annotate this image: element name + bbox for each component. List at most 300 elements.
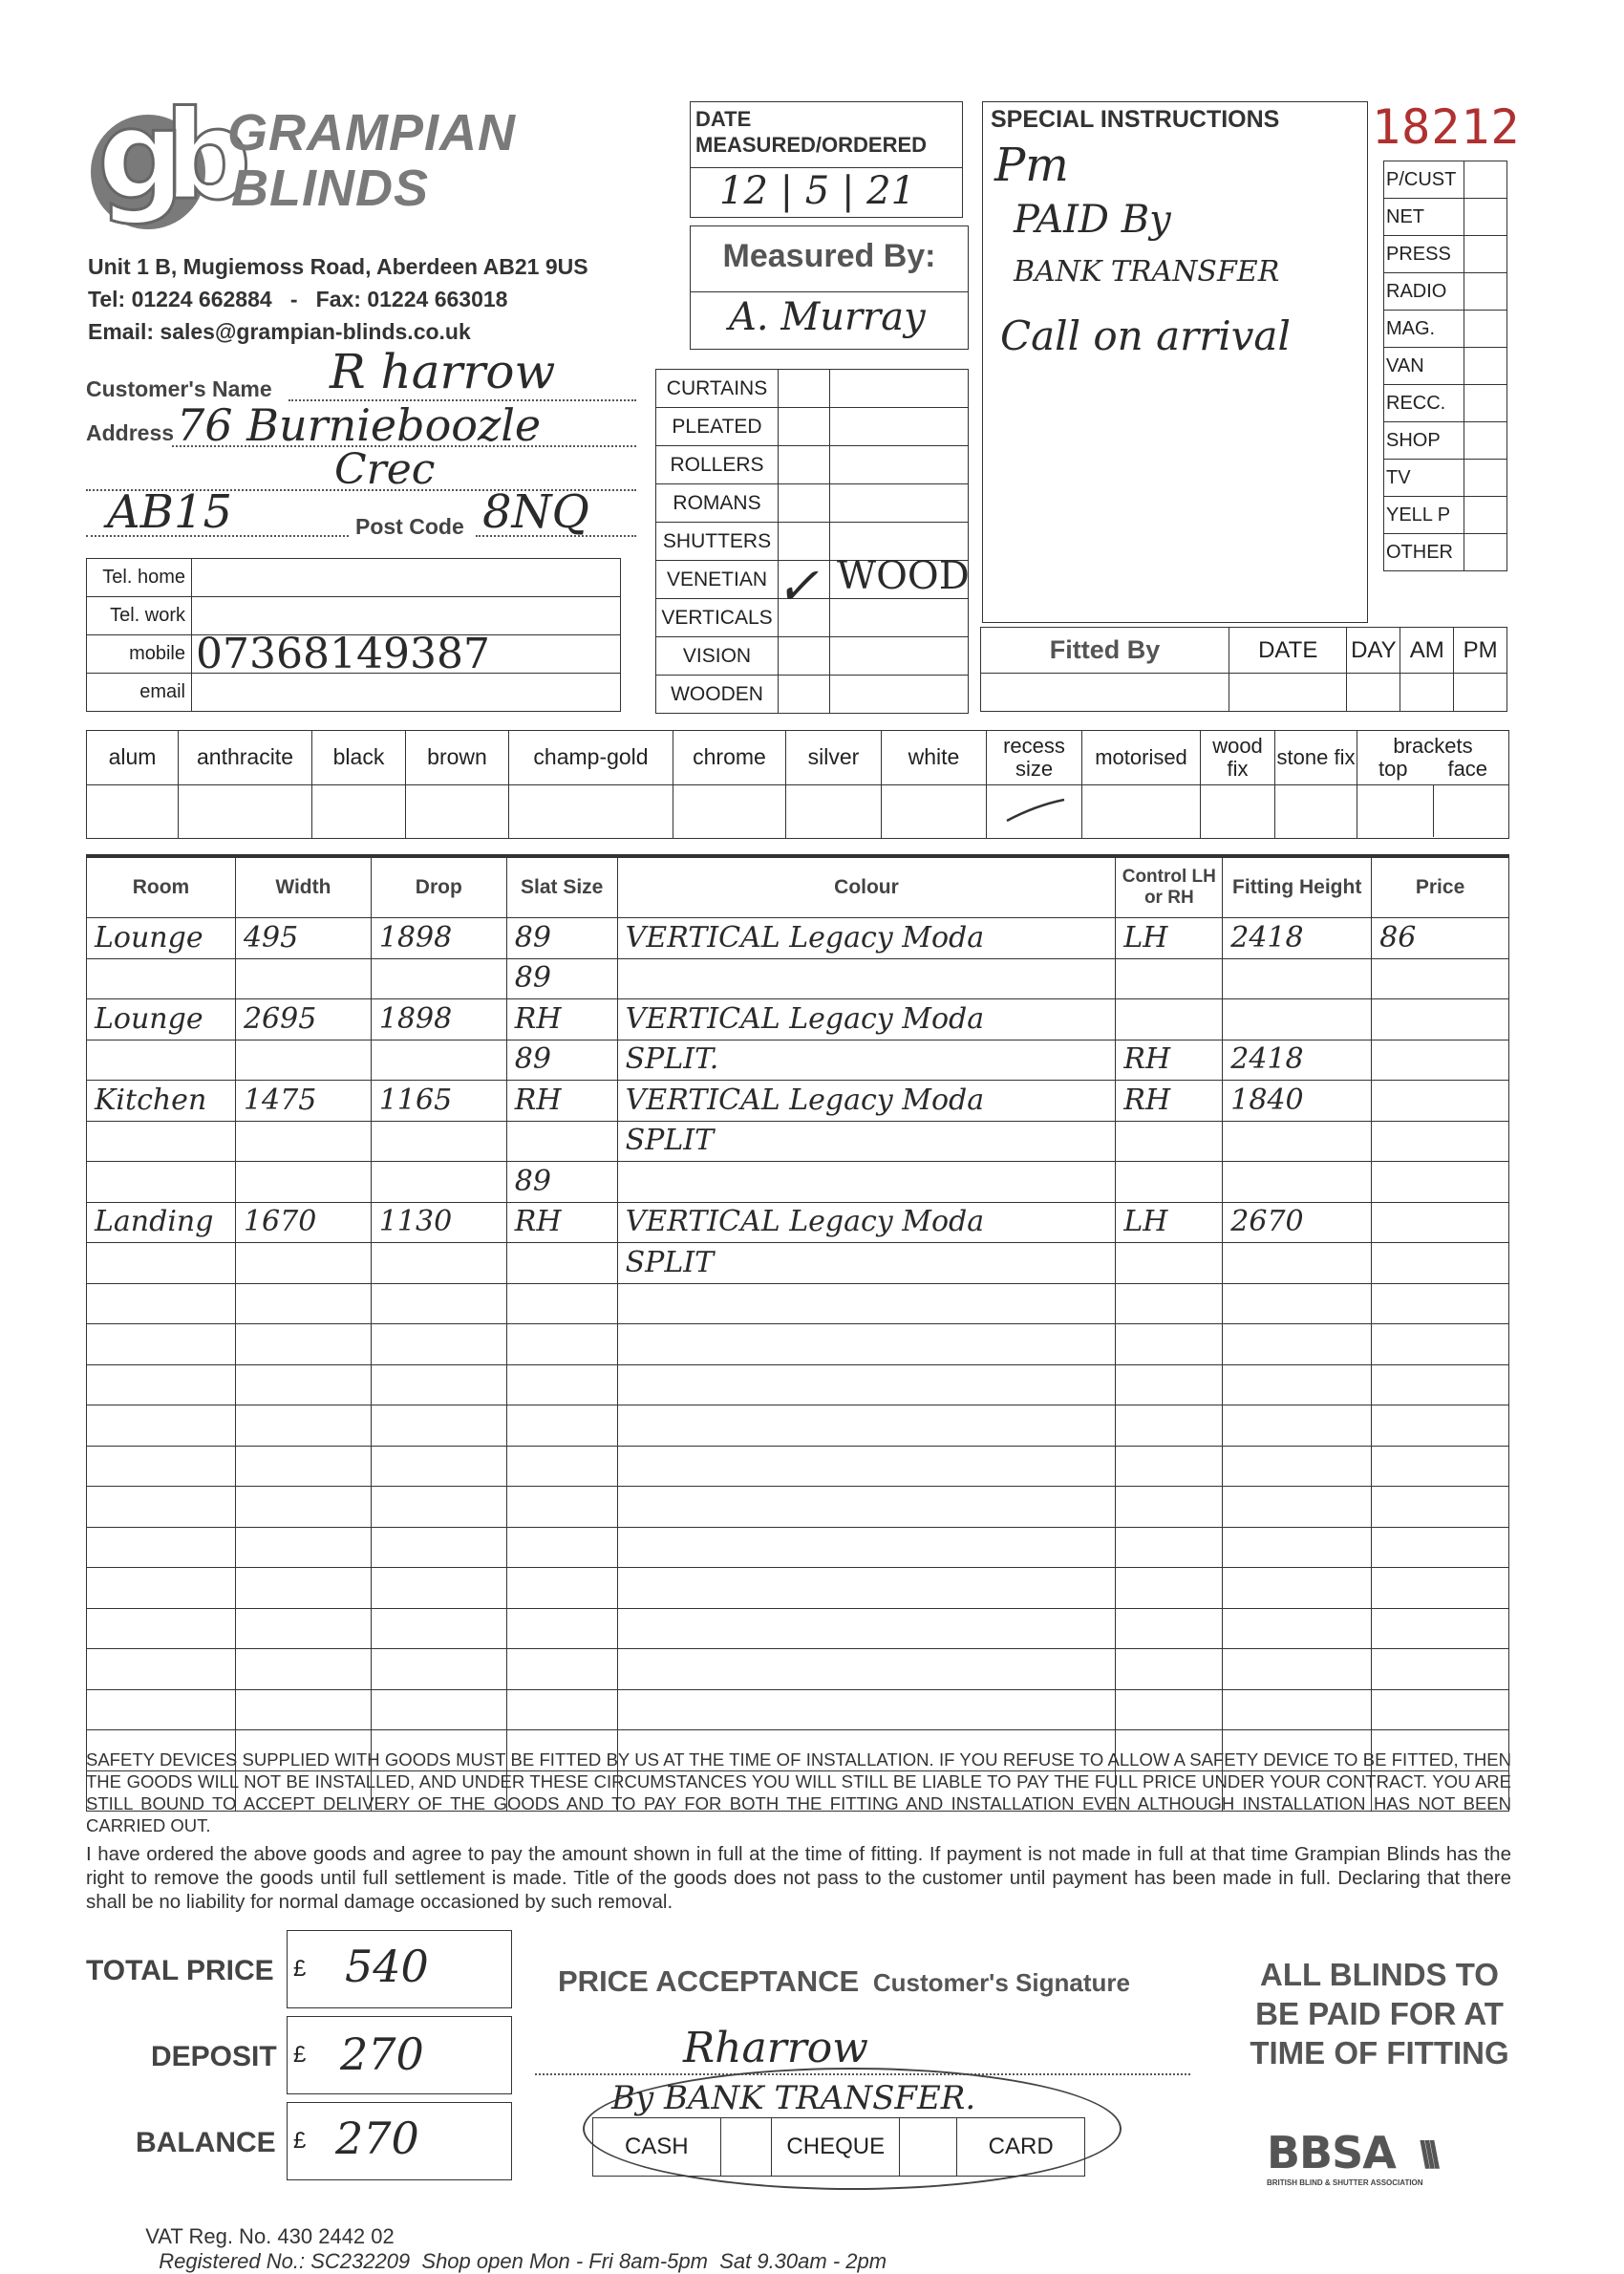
date-measured-label: DATE MEASURED/ORDERED (695, 107, 928, 157)
table-row (87, 1446, 1509, 1487)
cell-fitting[interactable] (1223, 1243, 1372, 1284)
product-type-check[interactable] (779, 408, 830, 446)
product-type-note[interactable] (830, 599, 969, 637)
cell-drop[interactable] (371, 1324, 506, 1365)
cell-slat[interactable]: 89 (506, 918, 617, 959)
cell-colour[interactable] (617, 1324, 1116, 1365)
product-type-note[interactable] (830, 370, 969, 408)
source-check[interactable] (1464, 273, 1507, 311)
cell-colour[interactable] (617, 1527, 1116, 1568)
address-line3-value[interactable]: AB15 (107, 485, 233, 539)
finish-brown: brown (406, 731, 509, 785)
source-check[interactable] (1464, 534, 1507, 571)
cell-width[interactable]: 1670 (235, 1202, 371, 1243)
cell-price[interactable] (1372, 958, 1509, 999)
special-instr-line1[interactable]: Pm (994, 139, 1069, 192)
cell-price[interactable] (1372, 1324, 1509, 1365)
cell-width[interactable] (235, 1487, 371, 1528)
cell-control[interactable] (1116, 1364, 1223, 1405)
cell-fitting[interactable] (1223, 1649, 1372, 1690)
cell-width[interactable] (235, 1689, 371, 1730)
product-type-check[interactable] (779, 523, 830, 561)
contact-value[interactable] (192, 559, 621, 597)
cell-drop[interactable]: 1130 (371, 1202, 506, 1243)
finish-check[interactable] (509, 784, 673, 839)
payment-cheque-check[interactable] (900, 2118, 957, 2177)
cell-slat[interactable] (506, 1568, 617, 1609)
table-row (87, 1608, 1509, 1649)
cell-drop[interactable] (371, 1040, 506, 1081)
product-type-check[interactable] (779, 446, 830, 484)
cell-fitting[interactable] (1223, 958, 1372, 999)
cell-width[interactable] (235, 1040, 371, 1081)
total-price-box (287, 1930, 512, 2008)
cell-price[interactable] (1372, 999, 1509, 1040)
cell-control[interactable]: RH (1116, 1081, 1223, 1122)
product-type-label: ROMANS (656, 484, 779, 523)
source-check[interactable] (1464, 236, 1507, 273)
cell-control[interactable] (1116, 1446, 1223, 1487)
cell-colour[interactable] (617, 1608, 1116, 1649)
table-row (87, 1162, 1509, 1203)
cell-room[interactable] (87, 1405, 236, 1447)
cell-price[interactable] (1372, 1487, 1509, 1528)
cell-room[interactable]: Landing (87, 1202, 236, 1243)
payment-notice: ALL BLINDS TO BE PAID FOR AT TIME OF FITTING (1250, 1957, 1509, 2070)
cell-fitting[interactable] (1223, 1162, 1372, 1203)
cell-slat[interactable] (506, 1649, 617, 1690)
recess-size-check[interactable] (987, 784, 1082, 839)
cell-room[interactable] (87, 1689, 236, 1730)
cell-colour[interactable] (617, 1568, 1116, 1609)
cell-control[interactable] (1116, 1608, 1223, 1649)
cell-drop[interactable] (371, 1527, 506, 1568)
finish-motorised: motorised (1082, 731, 1201, 785)
cell-room[interactable] (87, 1324, 236, 1365)
measured-by-label: Measured By: (722, 238, 936, 274)
source-row (1384, 199, 1507, 236)
source-check[interactable] (1464, 348, 1507, 385)
cell-width[interactable] (235, 1527, 371, 1568)
finish-check[interactable] (312, 784, 406, 839)
cell-control[interactable] (1116, 1324, 1223, 1365)
cell-room[interactable]: Lounge (87, 918, 236, 959)
cell-width[interactable] (235, 1405, 371, 1447)
cell-room[interactable] (87, 1364, 236, 1405)
company-name-line2: BLINDS (231, 160, 429, 217)
cell-width[interactable] (235, 1364, 371, 1405)
cell-colour[interactable] (617, 1689, 1116, 1730)
source-check[interactable] (1464, 311, 1507, 348)
special-instr-line2[interactable]: PAID By (1014, 198, 1171, 242)
address-label: Address (86, 420, 175, 445)
cell-room[interactable]: Lounge (87, 999, 236, 1040)
finish-check[interactable] (786, 784, 882, 839)
brackets-top-check[interactable] (1357, 785, 1434, 837)
cell-colour[interactable] (617, 1364, 1116, 1405)
header-slat-size: Slat Size (506, 857, 617, 918)
cell-slat[interactable]: RH (506, 999, 617, 1040)
cell-colour[interactable] (617, 958, 1116, 999)
source-label: YELL P (1384, 497, 1464, 534)
cell-colour[interactable]: SPLIT (617, 1243, 1116, 1284)
cell-price[interactable] (1372, 1649, 1509, 1690)
cell-fitting[interactable]: 2418 (1223, 918, 1372, 959)
table-row (87, 1202, 1509, 1243)
cell-price[interactable] (1372, 1608, 1509, 1649)
fitted-am-label: AM (1400, 628, 1454, 674)
cell-slat[interactable] (506, 1689, 617, 1730)
cell-colour[interactable]: VERTICAL Legacy Moda (617, 999, 1116, 1040)
cell-room[interactable] (87, 1121, 236, 1162)
product-type-note[interactable] (830, 676, 969, 714)
cell-colour[interactable] (617, 1283, 1116, 1324)
cell-price[interactable]: 86 (1372, 918, 1509, 959)
cell-price[interactable] (1372, 1283, 1509, 1324)
source-check[interactable] (1464, 460, 1507, 497)
source-row (1384, 161, 1507, 199)
cell-drop[interactable] (371, 1283, 506, 1324)
fitted-day-label: DAY (1347, 628, 1400, 674)
cell-slat[interactable]: 89 (506, 1040, 617, 1081)
fitted-by-table (980, 627, 1507, 712)
finish-stone-fix-check[interactable] (1275, 784, 1357, 839)
brackets-label: brackets (1393, 733, 1473, 758)
header-colour: Colour (617, 857, 1116, 918)
contact-value[interactable] (192, 674, 621, 712)
cell-control[interactable]: LH (1116, 918, 1223, 959)
cell-width[interactable] (235, 1608, 371, 1649)
bbsa-stripes-icon: \\\ (1420, 2135, 1435, 2177)
cell-slat[interactable] (506, 1324, 617, 1365)
bbsa-logo (1267, 2127, 1496, 2198)
cell-colour[interactable]: SPLIT (617, 1121, 1116, 1162)
product-type-note[interactable] (830, 637, 969, 676)
source-row (1384, 385, 1507, 422)
product-type-check[interactable] (779, 676, 830, 714)
cell-width[interactable] (235, 958, 371, 999)
cell-control[interactable] (1116, 1527, 1223, 1568)
cell-price[interactable] (1372, 1121, 1509, 1162)
source-row (1384, 422, 1507, 460)
cell-control[interactable] (1116, 1689, 1223, 1730)
cell-slat[interactable] (506, 1405, 617, 1447)
table-row (87, 1243, 1509, 1284)
date-measured-value[interactable]: 12 | 5 | 21 (719, 169, 916, 213)
cell-control[interactable] (1116, 1121, 1223, 1162)
cell-width[interactable] (235, 1324, 371, 1365)
cell-slat[interactable]: RH (506, 1081, 617, 1122)
cell-room[interactable]: Kitchen (87, 1081, 236, 1122)
source-label: RADIO (1384, 273, 1464, 311)
cell-room[interactable] (87, 1162, 236, 1203)
payment-cheque[interactable]: CHEQUE (772, 2118, 900, 2177)
verticals-checkmark[interactable]: ✓ (776, 556, 820, 616)
cell-colour[interactable]: VERTICAL Legacy Moda (617, 918, 1116, 959)
source-label: MAG. (1384, 311, 1464, 348)
cell-room[interactable] (87, 1608, 236, 1649)
cell-fitting[interactable]: 1840 (1223, 1081, 1372, 1122)
cell-fitting[interactable] (1223, 1689, 1372, 1730)
customer-name-value[interactable]: R harrow (330, 344, 556, 399)
table-row (87, 1324, 1509, 1365)
cell-drop[interactable] (371, 1568, 506, 1609)
cell-drop[interactable] (371, 1243, 506, 1284)
cell-control[interactable] (1116, 1162, 1223, 1203)
cell-slat[interactable] (506, 1608, 617, 1649)
postcode-value[interactable]: 8NQ (482, 485, 589, 539)
cell-slat[interactable] (506, 1487, 617, 1528)
table-row (87, 1364, 1509, 1405)
cell-colour[interactable] (617, 1162, 1116, 1203)
venetian-note[interactable]: WOOD (837, 554, 970, 598)
header-room: Room (87, 857, 236, 918)
customer-name-label: Customer's Name (86, 376, 272, 401)
cell-price[interactable] (1372, 1568, 1509, 1609)
cell-slat[interactable] (506, 1446, 617, 1487)
total-price-value[interactable]: 540 (345, 1941, 429, 1992)
cell-control[interactable]: RH (1116, 1040, 1223, 1081)
brackets-face-check[interactable] (1434, 785, 1509, 839)
cell-width[interactable]: 2695 (235, 999, 371, 1040)
cell-drop[interactable] (371, 1446, 506, 1487)
product-type-row (656, 370, 969, 408)
form-number: 18212 (1372, 99, 1521, 155)
cell-room[interactable] (87, 1487, 236, 1528)
cell-width[interactable] (235, 1121, 371, 1162)
table-row (87, 918, 1509, 959)
cell-drop[interactable] (371, 1608, 506, 1649)
company-address: Unit 1 B, Mugiemoss Road, Aberdeen AB21 9US (88, 254, 588, 279)
cell-colour[interactable]: VERTICAL Legacy Moda (617, 1202, 1116, 1243)
cell-width[interactable] (235, 1446, 371, 1487)
cell-width[interactable] (235, 1568, 371, 1609)
contact-row (87, 674, 621, 712)
payment-card[interactable]: CARD (957, 2118, 1085, 2177)
brackets-top-label: top (1378, 756, 1408, 781)
cell-control[interactable] (1116, 1568, 1223, 1609)
payment-terms: I have ordered the above goods and agree to pay the amount shown in full at the time of fitting. If payment is not made in full at that time Grampian Blinds has the right to remove the goods until full settlement is made. Title of the goods does not pass to the customer until payment has been made in full. Declaring that there shall be no liability for normal damage occasioned by such removal. (86, 1843, 1511, 1913)
table-row (87, 958, 1509, 999)
brackets-check[interactable] (1357, 784, 1509, 839)
source-check[interactable] (1464, 161, 1507, 199)
cell-control[interactable] (1116, 999, 1223, 1040)
payment-cash-check[interactable] (720, 2118, 772, 2177)
cell-drop[interactable]: 1898 (371, 999, 506, 1040)
source-check[interactable] (1464, 385, 1507, 422)
contact-value[interactable]: 07368149387 (192, 635, 621, 674)
finish-check[interactable] (673, 784, 786, 839)
cell-colour[interactable]: SPLIT. (617, 1040, 1116, 1081)
postcode-label: Post Code (355, 514, 464, 539)
cell-fitting[interactable] (1223, 1527, 1372, 1568)
cell-width[interactable]: 1475 (235, 1081, 371, 1122)
cell-fitting[interactable] (1223, 1446, 1372, 1487)
product-type-check[interactable] (779, 484, 830, 523)
cell-slat[interactable] (506, 1283, 617, 1324)
table-row (87, 1527, 1509, 1568)
deposit-currency: £ (293, 2042, 307, 2068)
cell-drop[interactable] (371, 1364, 506, 1405)
source-label: VAN (1384, 348, 1464, 385)
special-instr-line4[interactable]: Call on arrival (1000, 312, 1291, 359)
payment-note[interactable]: By BANK TRANSFER. (611, 2079, 976, 2117)
cell-drop[interactable]: 1898 (371, 918, 506, 959)
cell-price[interactable] (1372, 1364, 1509, 1405)
cell-room[interactable] (87, 1649, 236, 1690)
cell-control[interactable] (1116, 1405, 1223, 1447)
date-measured-box (690, 101, 963, 218)
contact-row (87, 559, 621, 597)
cell-price[interactable] (1372, 1527, 1509, 1568)
cell-price[interactable] (1372, 1405, 1509, 1447)
cell-drop[interactable] (371, 958, 506, 999)
cell-room[interactable] (87, 1446, 236, 1487)
price-acceptance-title (558, 1964, 1130, 1999)
cell-fitting[interactable] (1223, 1405, 1372, 1447)
address-line2-value[interactable]: Crec (334, 445, 436, 494)
fitted-pm-value[interactable] (1454, 674, 1507, 712)
footer-vat: VAT Reg. No. 430 2442 02 (145, 2224, 395, 2248)
cell-room[interactable] (87, 1527, 236, 1568)
special-instr-line3[interactable]: BANK TRANSFER (1014, 255, 1280, 289)
cell-drop[interactable] (371, 1162, 506, 1203)
cell-colour[interactable]: VERTICAL Legacy Moda (617, 1081, 1116, 1122)
cell-fitting[interactable] (1223, 1487, 1372, 1528)
cell-control[interactable] (1116, 1283, 1223, 1324)
measured-by-box (690, 225, 969, 350)
deposit-value[interactable]: 270 (340, 2028, 424, 2080)
fitted-by-value[interactable] (981, 674, 1229, 712)
source-check[interactable] (1464, 422, 1507, 460)
finish-check[interactable] (406, 784, 509, 839)
contact-row (87, 635, 621, 674)
cell-colour[interactable] (617, 1487, 1116, 1528)
finish-motorised-check[interactable] (1082, 784, 1201, 839)
cell-slat[interactable]: 89 (506, 1162, 617, 1203)
cell-price[interactable] (1372, 1162, 1509, 1203)
balance-value[interactable]: 270 (335, 2113, 419, 2164)
cell-drop[interactable] (371, 1121, 506, 1162)
product-type-note[interactable] (830, 408, 969, 446)
contact-label: mobile (87, 635, 192, 674)
cell-control[interactable] (1116, 1649, 1223, 1690)
cell-price[interactable] (1372, 1446, 1509, 1487)
cell-width[interactable] (235, 1162, 371, 1203)
cell-control[interactable] (1116, 1487, 1223, 1528)
cell-width[interactable]: 495 (235, 918, 371, 959)
fitted-date-value[interactable] (1229, 674, 1347, 712)
cell-fitting[interactable] (1223, 1364, 1372, 1405)
cell-fitting[interactable] (1223, 1121, 1372, 1162)
cell-room[interactable] (87, 1283, 236, 1324)
finish-check[interactable] (882, 784, 987, 839)
product-type-note[interactable] (830, 484, 969, 523)
address-line1-value[interactable]: 76 Burnieboozle (177, 399, 542, 451)
table-row (87, 1568, 1509, 1609)
fitted-am-value[interactable] (1400, 674, 1454, 712)
cell-fitting[interactable]: 2418 (1223, 1040, 1372, 1081)
cell-slat[interactable] (506, 1364, 617, 1405)
finish-check[interactable] (87, 784, 179, 839)
cell-fitting[interactable] (1223, 1283, 1372, 1324)
finish-chrome: chrome (673, 731, 786, 785)
source-check[interactable] (1464, 497, 1507, 534)
cell-room[interactable] (87, 1568, 236, 1609)
finish-black: black (312, 731, 406, 785)
cell-drop[interactable] (371, 1487, 506, 1528)
finish-wood-fix-check[interactable] (1201, 784, 1275, 839)
cell-width[interactable] (235, 1243, 371, 1284)
cell-slat[interactable] (506, 1243, 617, 1284)
cell-width[interactable] (235, 1283, 371, 1324)
product-type-check[interactable] (779, 637, 830, 676)
table-row (87, 1689, 1509, 1730)
cell-fitting[interactable] (1223, 999, 1372, 1040)
product-type-label: SHUTTERS (656, 523, 779, 561)
source-row (1384, 348, 1507, 385)
product-type-label: VENETIAN (656, 561, 779, 599)
cell-colour[interactable] (617, 1649, 1116, 1690)
cell-slat[interactable] (506, 1121, 617, 1162)
cell-room[interactable] (87, 1040, 236, 1081)
product-type-row (656, 408, 969, 446)
cell-price[interactable] (1372, 1689, 1509, 1730)
cell-control[interactable]: LH (1116, 1202, 1223, 1243)
cell-slat[interactable]: RH (506, 1202, 617, 1243)
cell-slat[interactable] (506, 1527, 617, 1568)
cell-price[interactable] (1372, 1040, 1509, 1081)
cell-drop[interactable]: 1165 (371, 1081, 506, 1122)
source-label: OTHER (1384, 534, 1464, 571)
cell-colour[interactable] (617, 1446, 1116, 1487)
customer-signature[interactable]: Rharrow (683, 2024, 868, 2072)
cell-slat[interactable]: 89 (506, 958, 617, 999)
cell-drop[interactable] (371, 1649, 506, 1690)
source-row (1384, 273, 1507, 311)
finish-check[interactable] (179, 784, 312, 839)
cell-control[interactable] (1116, 1243, 1223, 1284)
product-type-check[interactable] (779, 370, 830, 408)
cell-price[interactable] (1372, 1081, 1509, 1122)
payment-cash[interactable]: CASH (593, 2118, 721, 2177)
product-type-label: CURTAINS (656, 370, 779, 408)
cell-fitting[interactable]: 2670 (1223, 1202, 1372, 1243)
recess-tick-icon (988, 790, 1074, 828)
cell-drop[interactable] (371, 1689, 506, 1730)
cell-control[interactable] (1116, 958, 1223, 999)
finish-recess-size: recess size (987, 731, 1082, 785)
product-type-label: VERTICALS (656, 599, 779, 637)
cell-price[interactable] (1372, 1243, 1509, 1284)
cell-colour[interactable] (617, 1405, 1116, 1447)
cell-price[interactable] (1372, 1202, 1509, 1243)
source-label: PRESS (1384, 236, 1464, 273)
cell-fitting[interactable] (1223, 1324, 1372, 1365)
source-check[interactable] (1464, 199, 1507, 236)
product-type-note[interactable] (830, 446, 969, 484)
cell-width[interactable] (235, 1649, 371, 1690)
cell-room[interactable] (87, 958, 236, 999)
company-logo (86, 85, 231, 234)
fitted-day-value[interactable] (1347, 674, 1400, 712)
cell-fitting[interactable] (1223, 1608, 1372, 1649)
measured-by-value[interactable]: A. Murray (729, 295, 926, 339)
footer-registered: Registered No.: SC232209 Shop open Mon - Fri 8am-5pm Sat 9.30am - 2pm (159, 2249, 887, 2273)
cell-room[interactable] (87, 1243, 236, 1284)
cell-fitting[interactable] (1223, 1568, 1372, 1609)
cell-drop[interactable] (371, 1405, 506, 1447)
